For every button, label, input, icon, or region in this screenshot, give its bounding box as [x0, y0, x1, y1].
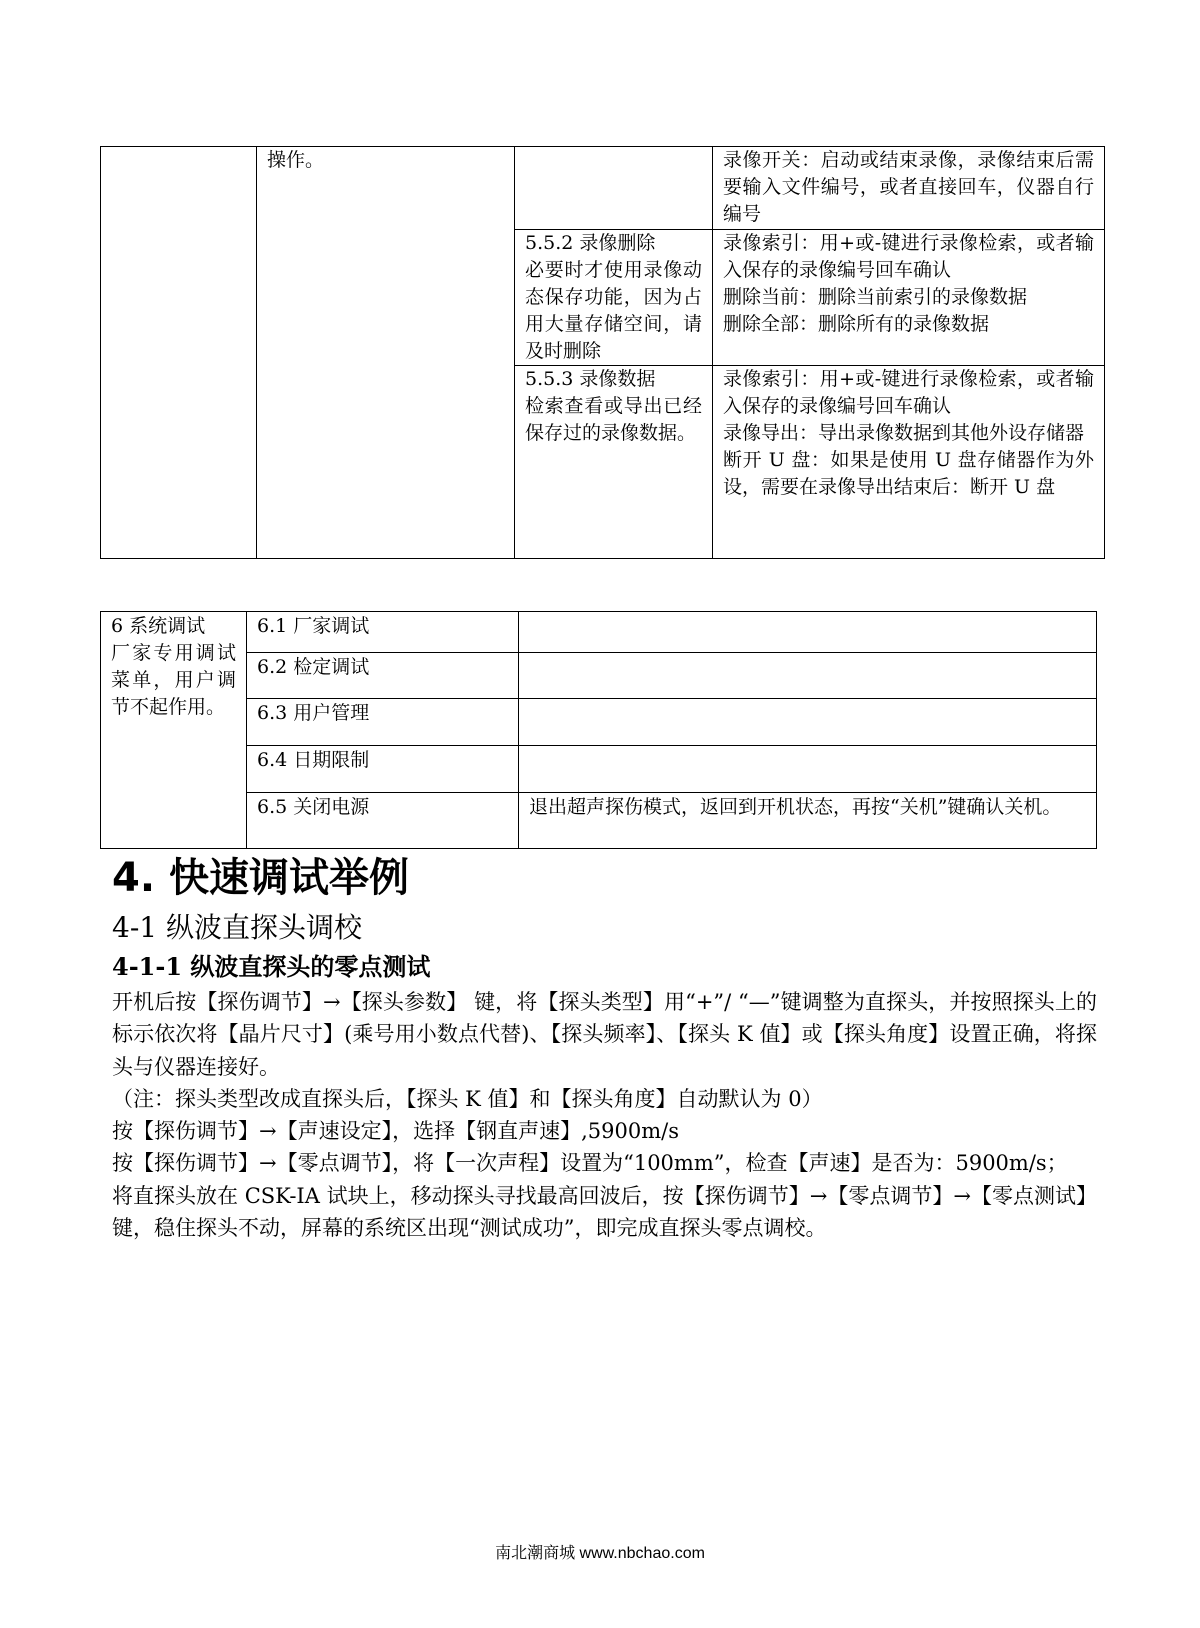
record-delete-title: 5.5.2 录像删除 必要时才使用录像动态保存功能，因为占用大量存储空间，请及时删除 [515, 230, 713, 366]
body-text [112, 986, 1097, 1244]
menu-desc [519, 699, 1097, 746]
empty-cell [515, 147, 713, 230]
paragraph: 将直探头放在 CSK-IA 试块上，移动探头寻找最高回波后，按【探伤调节】→【零点调节】→【零点测试】键，稳住探头不动，屏幕的系统区出现“测试成功”，即完成直探头零点调校。 [112, 1183, 1097, 1241]
recording-menu-table [100, 146, 1105, 559]
paragraph: 按【探伤调节】→【声速设定】，选择【钢直声速】,5900m/s [112, 1119, 679, 1144]
record-delete-desc: 录像索引：用+或-键进行录像检索，或者输入保存的录像编号回车确认 删除当前：删除当前索引的录像数据 删除全部：删除所有的录像数据 [713, 230, 1105, 366]
power-off-desc: 退出超声探伤模式，返回到开机状态，再按“关机”键确认关机。 [519, 793, 1097, 849]
menu-item-6-4: 6.4 日期限制 [247, 746, 519, 793]
record-data-desc: 录像索引：用+或-键进行录像检索，或者输入保存的录像编号回车确认 录像导出：导出录像数据到其他外设存储器 断开 U 盘：如果是使用 U 盘存储器作为外设，需要在录像导出结束后：断开 U 盘 [713, 366, 1105, 559]
empty-cell [101, 147, 257, 559]
table-row [101, 793, 1097, 849]
table-row [101, 147, 1105, 230]
menu-item-6-5: 6.5 关闭电源 [247, 793, 519, 849]
record-data-title: 5.5.3 录像数据 检索查看或导出已经保存过的录像数据。 [515, 366, 713, 559]
paragraph: 开机后按【探伤调节】→【探头参数】 键，将【探头类型】用“+”/ “—”键调整为直探头，并按照探头上的标示依次将【晶片尺寸】(乘号用小数点代替)、【探头频率】、【探头 K 值】或【探头角度】设置正确，将探头与仪器连接好。 [112, 990, 1097, 1079]
table-row [101, 699, 1097, 746]
page-footer: 南北潮商城 www.nbchao.com [495, 1545, 705, 1562]
paragraph: （注：探头类型改成直探头后，【探头 K 值】和【探头角度】自动默认为 0） [112, 1086, 823, 1111]
menu-item-6-1: 6.1 厂家调试 [247, 612, 519, 653]
menu-desc [519, 746, 1097, 793]
table-row [101, 612, 1097, 653]
system-debug-group: 6 系统调试 厂家专用调试菜单，用户调节不起作用。 [101, 612, 247, 849]
table-row [101, 653, 1097, 699]
section-heading: 4. 快速调试举例 [112, 855, 409, 901]
menu-desc [519, 612, 1097, 653]
table-row [101, 746, 1097, 793]
operation-cell: 操作。 [257, 147, 515, 559]
menu-item-6-2: 6.2 检定调试 [247, 653, 519, 699]
subsection-heading: 4-1 纵波直探头调校 [112, 911, 362, 944]
subsubsection-heading: 4-1-1 纵波直探头的零点测试 [112, 952, 431, 981]
paragraph: 按【探伤调节】→【零点调节】，将【一次声程】设置为“100mm”，检查【声速】是否为：5900m/s； [112, 1151, 1068, 1176]
record-switch-desc: 录像开关：启动或结束录像，录像结束后需要输入文件编号，或者直接回车，仪器自行编号 [713, 147, 1105, 230]
menu-desc [519, 653, 1097, 699]
system-debug-table [100, 611, 1097, 849]
menu-item-6-3: 6.3 用户管理 [247, 699, 519, 746]
